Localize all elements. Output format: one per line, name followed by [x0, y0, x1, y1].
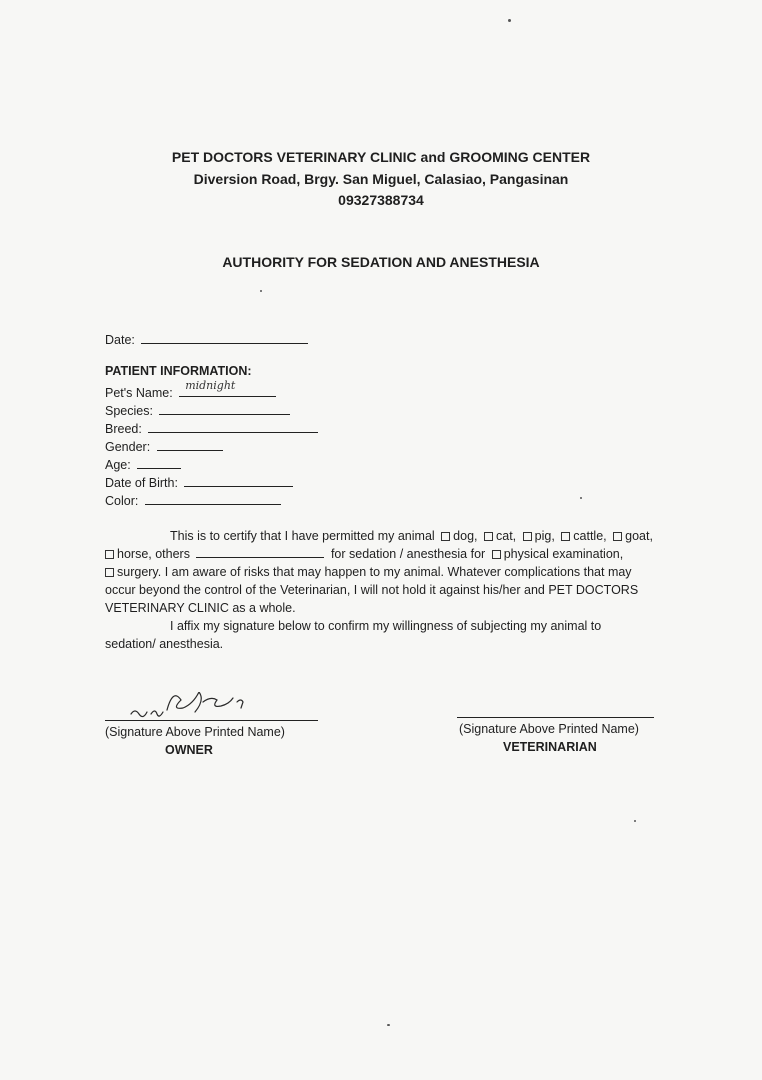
- date-label: Date:: [105, 333, 135, 347]
- patient-info-heading: PATIENT INFORMATION:: [105, 364, 252, 378]
- dob-row: [105, 473, 293, 491]
- pets-name-row: [105, 379, 276, 401]
- checkbox-surgery[interactable]: [105, 568, 114, 577]
- breed-field[interactable]: [148, 419, 318, 433]
- checkbox-cat[interactable]: [484, 532, 493, 541]
- scan-speck: [634, 820, 636, 822]
- pets-name-value: midnight: [185, 379, 236, 392]
- consent-line-1: This is to certify that I have permitted my animal dog, cat, pig, cattle, goat,: [170, 529, 653, 543]
- pets-name-label: Pet's Name:: [105, 386, 173, 400]
- checkbox-physical-exam[interactable]: [492, 550, 501, 559]
- scan-speck: [508, 19, 511, 22]
- vet-signature-label: (Signature Above Printed Name): [459, 722, 639, 736]
- color-row: [105, 491, 281, 509]
- vet-role: VETERINARIAN: [503, 740, 597, 754]
- pets-name-field[interactable]: [179, 379, 276, 397]
- breed-row: [105, 419, 318, 437]
- color-label: Color:: [105, 494, 139, 508]
- species-label: Species:: [105, 404, 153, 418]
- consent-paragraph: [105, 527, 677, 657]
- date-row: [105, 330, 308, 348]
- breed-label: Breed:: [105, 422, 142, 436]
- consent-line-7: sedation/ anesthesia.: [105, 637, 224, 651]
- dob-label: Date of Birth:: [105, 476, 178, 490]
- checkbox-goat[interactable]: [613, 532, 622, 541]
- consent-line-3: surgery. I am aware of risks that may happen to my animal. Whatever complications that may: [105, 563, 632, 581]
- checkbox-dog[interactable]: [441, 532, 450, 541]
- clinic-address: Diversion Road, Brgy. San Miguel, Calasiao, Pangasinan: [193, 171, 569, 187]
- scan-speck: [260, 290, 262, 292]
- owner-role: OWNER: [165, 743, 213, 757]
- owner-signature-label: (Signature Above Printed Name): [105, 725, 285, 739]
- document-title: AUTHORITY FOR SEDATION AND ANESTHESIA: [222, 254, 540, 270]
- species-row: [105, 401, 290, 419]
- consent-line-5: VETERINARY CLINIC as a whole.: [105, 601, 296, 615]
- date-field[interactable]: [141, 330, 308, 344]
- gender-row: [105, 437, 223, 455]
- checkbox-pig[interactable]: [523, 532, 532, 541]
- consent-line-6: I affix my signature below to confirm my willingness of subjecting my animal to: [170, 619, 602, 633]
- clinic-name: PET DOCTORS VETERINARY CLINIC and GROOMING CENTER: [171, 149, 591, 165]
- color-field[interactable]: [145, 491, 281, 505]
- owner-signature-line[interactable]: [105, 720, 318, 721]
- consent-line-4: occur beyond the control of the Veterinarian, I will not hold it against his/her and PET DOCTORS: [105, 583, 639, 597]
- consent-line-2: horse, others for sedation / anesthesia for physical examination,: [105, 545, 623, 563]
- age-field[interactable]: [137, 455, 181, 469]
- dob-field[interactable]: [184, 473, 293, 487]
- gender-label: Gender:: [105, 440, 151, 454]
- species-field[interactable]: [159, 401, 290, 415]
- vet-signature-line[interactable]: [457, 717, 654, 718]
- age-row: [105, 455, 181, 473]
- clinic-phone: 09327388734: [338, 192, 424, 208]
- gender-field[interactable]: [157, 437, 223, 451]
- age-label: Age:: [105, 458, 131, 472]
- checkbox-horse[interactable]: [105, 550, 114, 559]
- checkbox-cattle[interactable]: [561, 532, 570, 541]
- scan-speck: [580, 497, 582, 499]
- scan-speck: [387, 1024, 390, 1026]
- others-field[interactable]: [196, 545, 324, 558]
